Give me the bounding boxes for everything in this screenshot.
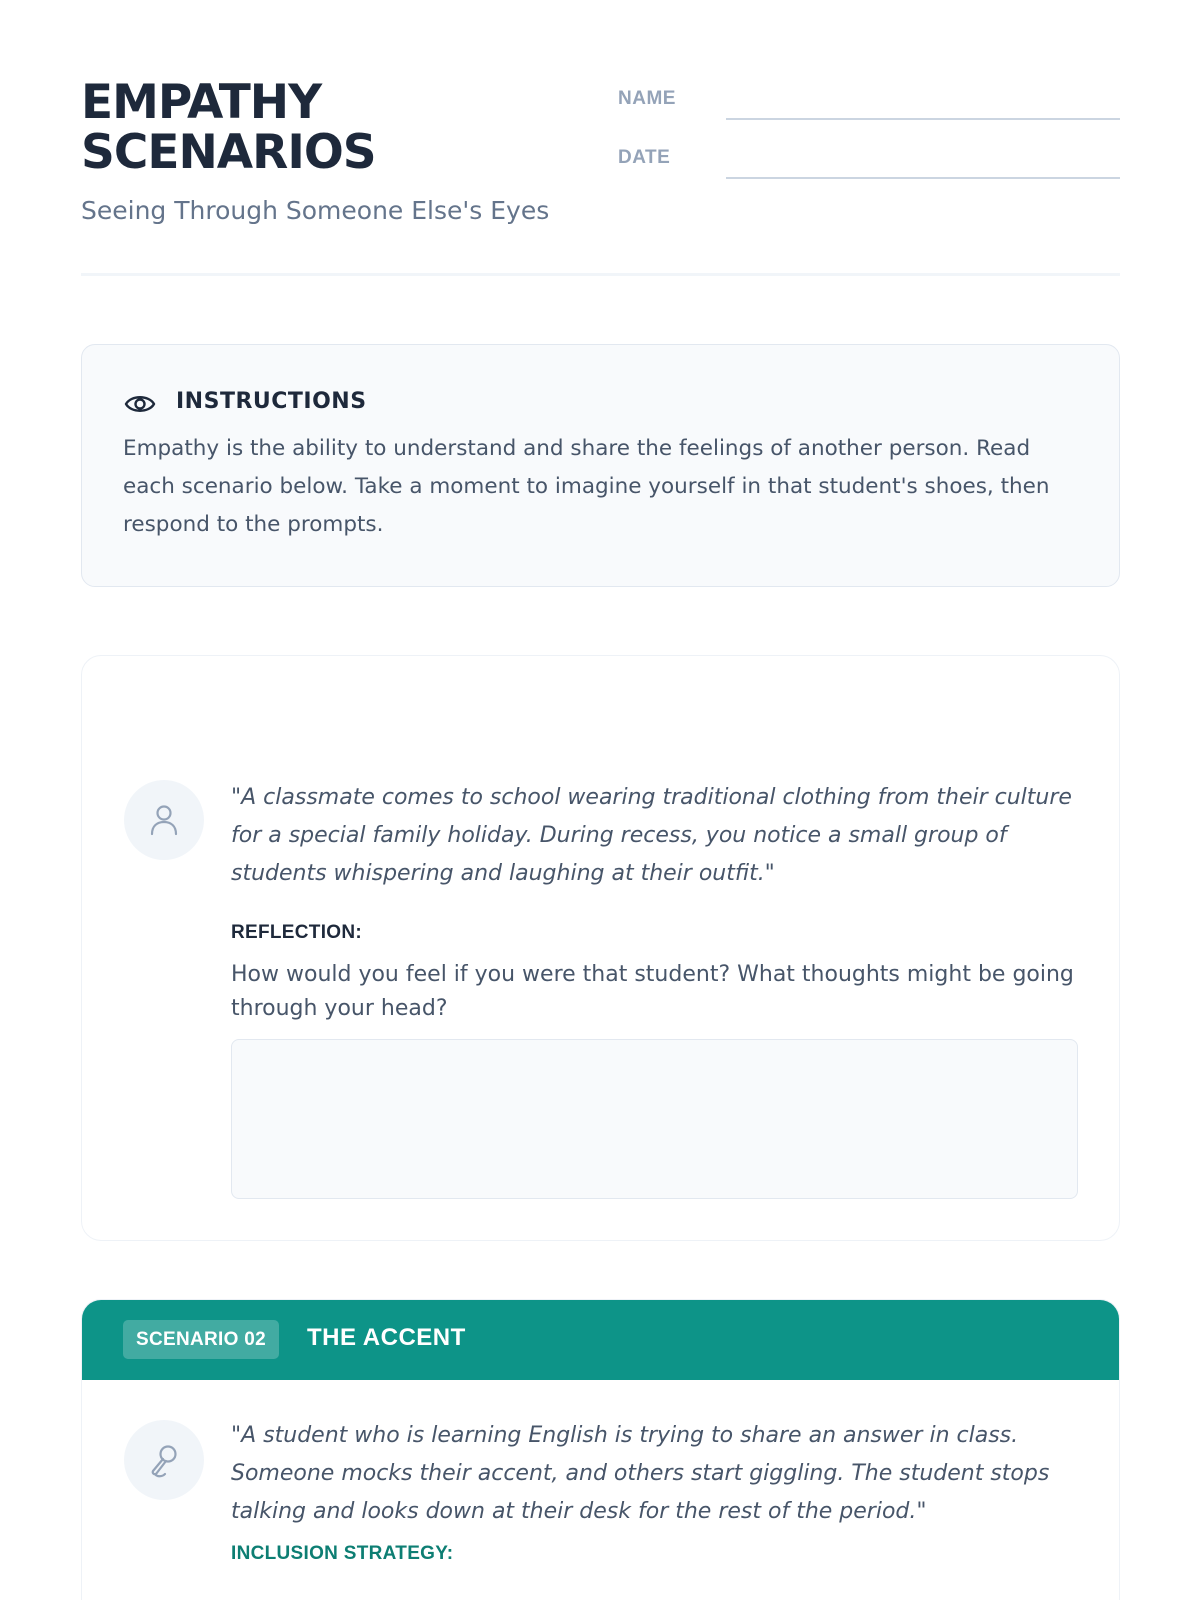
scenario-card-02 (81, 1299, 1120, 1600)
date-field[interactable] (618, 137, 1120, 177)
name-field[interactable] (618, 78, 1120, 118)
name-input-line[interactable] (726, 118, 1120, 120)
person-icon (144, 800, 184, 840)
date-label: DATE (618, 147, 671, 168)
page-title: EMPATHY SCENARIOS (81, 75, 376, 180)
scenario-text: "A student who is learning English is trying to share an answer in class. Someone mocks their accent, and others start giggling. The student stops talking and looks down at their desk for the rest of the period." (231, 1423, 1050, 1524)
scenario-avatar (124, 780, 204, 860)
inclusion-strategy-label: INCLUSION STRATEGY: (231, 1543, 454, 1564)
reflection-label: REFLECTION: (231, 922, 363, 943)
worksheet-header (81, 75, 1120, 278)
header-divider (81, 273, 1120, 276)
scenario-badge: SCENARIO 02 (123, 1320, 279, 1359)
reflection-prompt: How would you feel if you were that student? What thoughts might be going through your head? (231, 962, 1074, 1021)
scenario-card (81, 655, 1120, 1241)
instructions-text: Empathy is the ability to understand and share the feelings of another person. Read each scenario below. Take a moment to imagine yourself in that student's shoes, then respond to the prompts. (123, 436, 1050, 537)
scenario-text: "A classmate comes to school wearing traditional clothing from their culture for a special family holiday. During recess, you notice a small group of students whispering and laughing at their outfit." (231, 785, 1072, 886)
scenario-title: THE ACCENT (307, 1324, 466, 1351)
instructions-title: INSTRUCTIONS (176, 389, 367, 414)
name-label: NAME (618, 88, 676, 109)
microphone-icon (144, 1440, 184, 1480)
scenario-header (82, 1300, 1119, 1380)
date-input-line[interactable] (726, 177, 1120, 179)
scenario-avatar (124, 1420, 204, 1500)
reflection-answer-box[interactable] (231, 1039, 1078, 1199)
eye-icon (123, 387, 157, 421)
page-subtitle: Seeing Through Someone Else's Eyes (81, 196, 550, 225)
instructions-panel (81, 344, 1120, 587)
